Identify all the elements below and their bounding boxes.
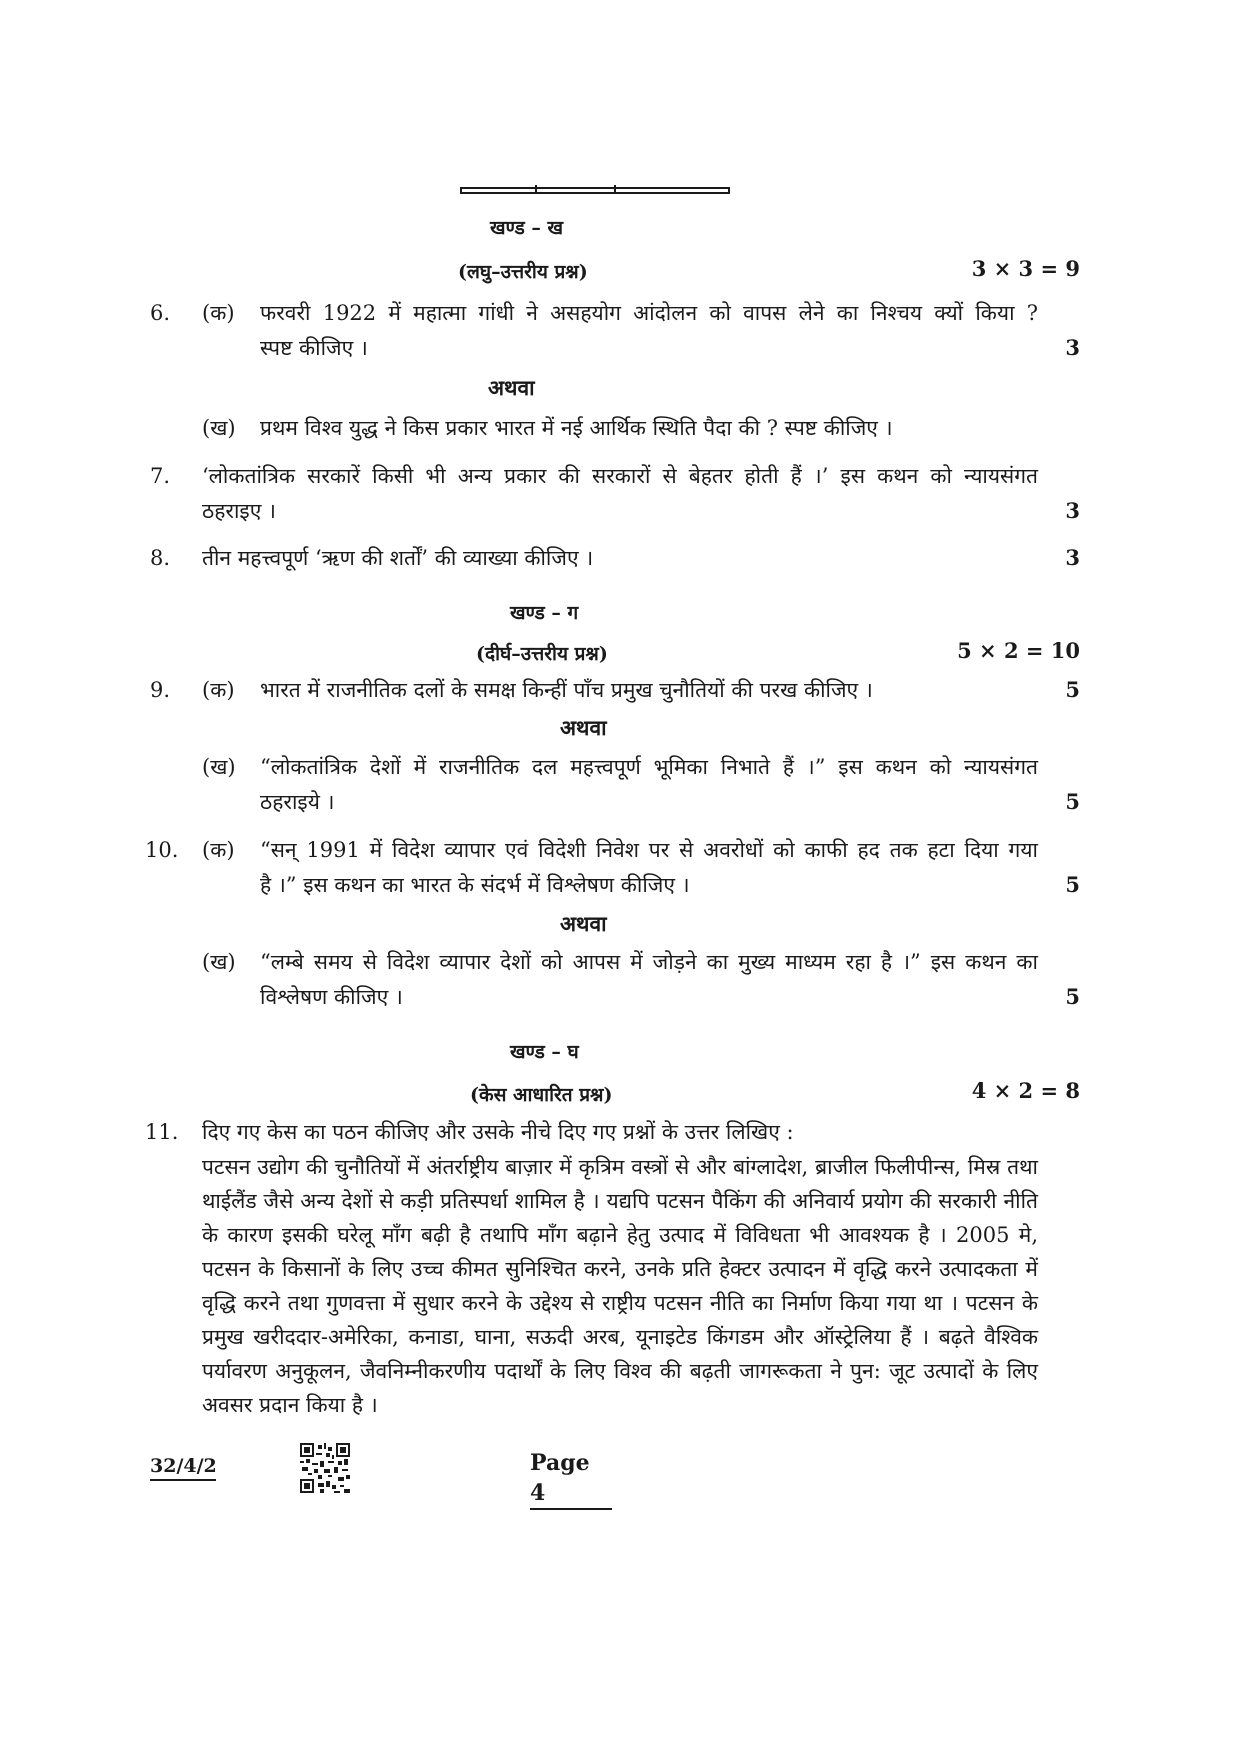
question-text: ‘लोकतांत्रिक सरकारें किसी भी अन्य प्रकार की सरकारों से बेहतर होती हैं ।’ इस कथन को न्यायसंगत <box>202 464 1038 488</box>
qr-code-icon <box>300 1443 350 1493</box>
option-label: (क) <box>202 678 235 702</box>
marks: 5 <box>1065 872 1080 897</box>
question-text: दिए गए केस का पठन कीजिए और उसके नीचे दिए गए प्रश्नों के उत्तर लिखिए : <box>202 1120 794 1144</box>
question-text: ठहराइए । <box>202 499 276 523</box>
question-text: “लम्बे समय से विदेश व्यापार देशों को आपस में जोड़ने का मुख्य माध्यम रहा है ।” इस कथन का <box>260 950 1038 974</box>
option-label: (ख) <box>202 950 236 974</box>
section-c-subtitle: (दीर्घ–उत्तरीय प्रश्न) <box>476 643 608 665</box>
section-d-marks: 4 × 2 = 8 <box>971 1078 1080 1103</box>
or-divider: अथवा <box>488 375 535 400</box>
option-label: (क) <box>202 838 235 862</box>
section-b-marks: 3 × 3 = 9 <box>971 256 1080 281</box>
marks: 3 <box>1065 545 1080 570</box>
section-b-subtitle: (लघु–उत्तरीय प्रश्न) <box>458 261 588 283</box>
or-divider: अथवा <box>560 911 607 936</box>
question-text: है ।” इस कथन का भारत के संदर्भ में विश्लेषण कीजिए । <box>260 873 690 897</box>
question-text: स्पष्ट कीजिए । <box>260 336 368 360</box>
marks: 5 <box>1065 789 1080 814</box>
question-number: 11. <box>145 1120 179 1144</box>
marks: 5 <box>1065 984 1080 1009</box>
page-number-wrap <box>530 1448 612 1510</box>
section-b-title: खण्ड – ख <box>490 217 564 239</box>
page-number: Page 4 <box>530 1450 590 1506</box>
marks: 3 <box>1065 498 1080 523</box>
top-divider-tick <box>535 185 537 192</box>
top-divider-bar <box>460 187 730 194</box>
question-number: 9. <box>150 678 171 702</box>
footer-code-wrap <box>150 1453 216 1481</box>
marks: 3 <box>1065 335 1080 360</box>
paper-code: 32/4/2 <box>150 1455 217 1477</box>
question-text: विश्लेषण कीजिए । <box>260 985 403 1009</box>
question-number: 10. <box>145 838 179 862</box>
case-passage: पटसन उद्योग की चुनौतियों में अंतर्राष्ट्रीय बाज़ार में कृत्रिम वस्त्रों से और बांग्लादेश, ब्राजील फिलीपीन्स, मिस्र तथा थाईलैंड जैसे अन्य देशों से कड़ी प्रतिस्पर्धा शामिल है । यद्यपि पटसन पैकिंग की अनिवार्य प्रयोग की सरकारी नीति के कारण इसकी घरेलू माँग बढ़ी है तथापि माँग बढ़ाने हेतु उत्पाद में विविधता भी आवश्यक है । 2005 मे, पटसन के किसानों के लिए उच्च कीमत सुनिश्चित करने, उनके प्रति हेक्टर उत्पादन में वृद्धि करने उत्पादकता में वृद्धि करने तथा गुणवत्ता में सुधार करने के उद्देश्य से राष्ट्रीय पटसन नीति का निर्माण किया गया था । पटसन के प्रमुख खरीददार-अमेरिका, कनाडा, घाना, सऊदी अरब, यूनाइटेड किंगडम और ऑस्ट्रेलिया हैं । बढ़ते वैश्विक पर्यावरण अनुकूलन, जैवनिम्नीकरणीय पदार्थों के लिए विश्व की बढ़ती जागरूकता ने पुन: जूट उत्पादों के लिए अवसर प्रदान किया है । <box>202 1155 1038 1417</box>
section-c-title: खण्ड – ग <box>510 602 579 624</box>
question-text: “लोकतांत्रिक देशों में राजनीतिक दल महत्त्वपूर्ण भूमिका निभाते हैं ।” इस कथन को न्यायसंगत <box>260 755 1038 779</box>
section-d-title: खण्ड – घ <box>510 1041 579 1063</box>
question-text: ठहराइये । <box>260 790 335 814</box>
option-label: (क) <box>202 301 235 325</box>
section-c-marks: 5 × 2 = 10 <box>957 638 1080 663</box>
option-label: (ख) <box>202 755 236 779</box>
question-text: “सन् 1991 में विदेश व्यापार एवं विदेशी निवेश पर से अवरोधों को काफी हद तक हटा दिया गया <box>260 838 1038 862</box>
question-number: 8. <box>150 546 171 570</box>
section-d-subtitle: (केस आधारित प्रश्न) <box>470 1084 613 1106</box>
question-text: फरवरी 1922 में महात्मा गांधी ने असहयोग आंदोलन को वापस लेने का निश्चय क्यों किया ? <box>260 301 1038 325</box>
question-number: 7. <box>150 464 171 488</box>
question-text: प्रथम विश्व युद्ध ने किस प्रकार भारत में नई आर्थिक स्थिति पैदा की ? स्पष्ट कीजिए । <box>260 416 893 440</box>
question-text: भारत में राजनीतिक दलों के समक्ष किन्हीं पाँच प्रमुख चुनौतियों की परख कीजिए । <box>260 678 873 702</box>
option-label: (ख) <box>202 416 236 440</box>
or-divider: अथवा <box>560 715 607 740</box>
marks: 5 <box>1065 677 1080 702</box>
question-number: 6. <box>150 301 171 325</box>
question-text: तीन महत्त्वपूर्ण ‘ऋण की शर्तों’ की व्याख्या कीजिए । <box>202 546 594 570</box>
top-divider-tick <box>614 185 616 192</box>
